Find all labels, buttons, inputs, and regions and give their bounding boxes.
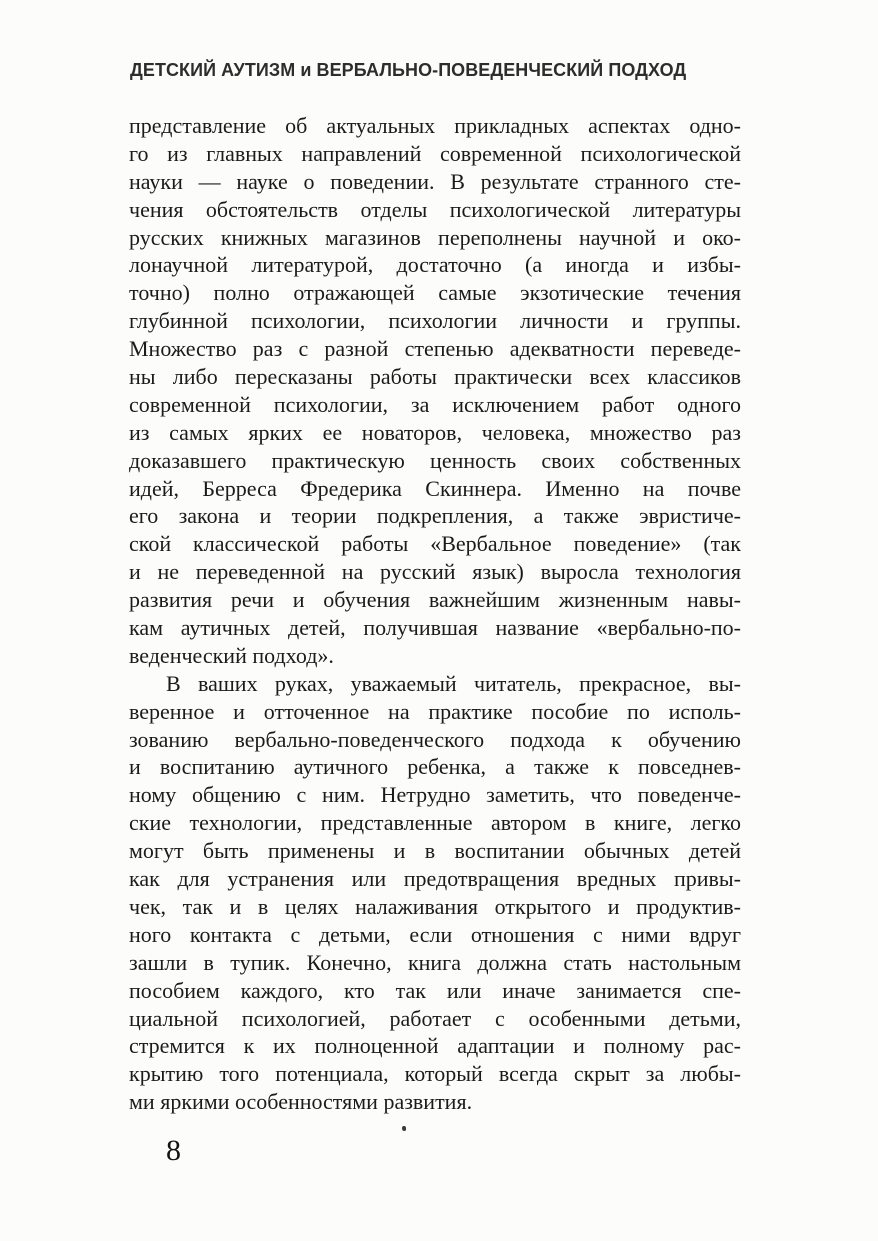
body-text: [129, 112, 741, 1116]
text-line: чек, так и в целях налаживания открытого и продуктив-: [129, 893, 741, 919]
text-line: ного контакта с детьми, если отношения с ними вдруг: [129, 921, 741, 947]
text-line: пособием каждого, кто так или иначе занимается спе-: [129, 977, 741, 1003]
text-line: и не переведенной на русский язык) выросла технология: [129, 559, 741, 585]
text-line: зашли в тупик. Конечно, книга должна стать настольным: [129, 949, 741, 975]
scan-artifact-dot: [402, 1126, 406, 1131]
text-line: идей, Берреса Фредерика Скиннера. Именно на почве: [129, 475, 741, 501]
text-line: крытию того потенциала, который всегда скрыт за любы-: [129, 1061, 741, 1087]
text-line: лонаучной литературой, достаточно (а иногда и избы-: [129, 252, 741, 278]
page-number: 8: [166, 1134, 181, 1167]
text-line: циальной психологией, работает с особенными детьми,: [129, 1005, 741, 1031]
text-line: его закона и теории подкрепления, а также эвристиче-: [129, 503, 741, 529]
text-line: русских книжных магазинов переполнены научной и око-: [129, 224, 741, 250]
text-line: доказавшего практическую ценность своих собственных: [129, 447, 741, 473]
text-line: веренное и отточенное на практике пособие по исполь-: [129, 698, 741, 724]
text-line: ному общению с ним. Нетрудно заметить, что поведенче-: [129, 782, 741, 808]
text-line: развития речи и обучения важнейшим жизненным навы-: [129, 587, 741, 613]
text-line: зованию вербально-поведенческого подхода к обучению: [129, 726, 741, 752]
text-line: Множество раз с разной степенью адекватности переведе-: [129, 336, 741, 362]
text-line: могут быть применены и в воспитании обычных детей: [129, 838, 741, 864]
text-line: ми яркими особенностями развития.: [129, 1089, 473, 1115]
text-line: представление об актуальных прикладных аспектах одно-: [129, 113, 741, 138]
text-line: и воспитанию аутичного ребенка, а также к повседнев-: [129, 754, 741, 780]
text-line: ны либо пересказаны работы практически всех классиков: [129, 364, 741, 390]
text-line: современной психологии, за исключением работ одного: [129, 391, 741, 417]
text-line: веденческий подход».: [129, 642, 334, 668]
text-line: чения обстоятельств отделы психологической литературы: [129, 196, 741, 222]
text-line: ской классической работы «Вербальное поведение» (так: [129, 531, 741, 557]
running-header: ДЕТСКИЙ АУТИЗМ и ВЕРБАЛЬНО-ПОВЕДЕНЧЕСКИЙ ПОДХОД: [130, 59, 687, 80]
text-line: глубинной психологии, психологии личности и группы.: [129, 308, 741, 334]
text-line: го из главных направлений современной психологической: [129, 140, 741, 166]
text-line: кам аутичных детей, получившая название «вербально-по-: [129, 615, 741, 641]
text-line: стремится к их полноценной адаптации и полному рас-: [129, 1033, 741, 1059]
text-line: точно) полно отражающей самые экзотические течения: [129, 280, 741, 306]
text-line: как для устранения или предотвращения вредных привы-: [129, 866, 741, 892]
text-line: из самых ярких ее новаторов, человека, множество раз: [129, 419, 741, 445]
text-line: В ваших руках, уважаемый читатель, прекрасное, вы-: [166, 670, 741, 696]
text-line: науки — науке о поведении. В результате странного сте-: [129, 168, 741, 194]
text-line: ские технологии, представленные автором в книге, легко: [129, 810, 741, 836]
